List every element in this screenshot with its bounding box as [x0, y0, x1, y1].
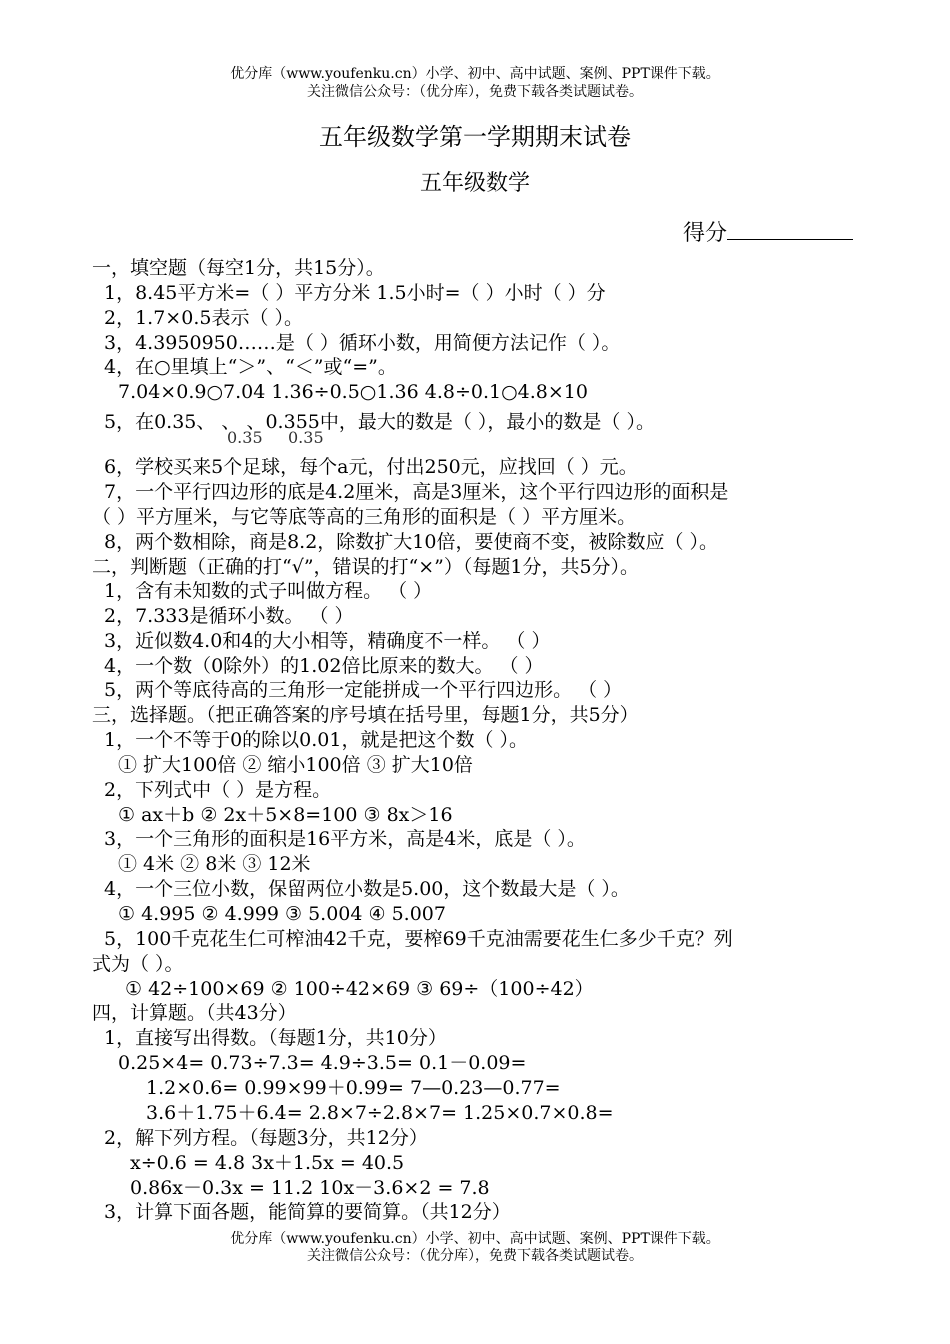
section-2-heading: 二，判断题（正确的打“√”，错误的打“×”）（每题1分，共5分）。	[92, 556, 640, 578]
question-1-5: 5，在0.35、 、 、0.355中，最大的数是（ ），最小的数是（ ）。	[104, 411, 655, 433]
question-1-3: 3，4.3950950……是（ ）循环小数，用简便方法记作（ ）。	[104, 332, 621, 354]
repeating-decimal-1: 0.35	[227, 428, 263, 447]
question-3-5-cont: 式为（ ）。	[92, 953, 184, 975]
repeating-decimal-2: 0.35	[288, 428, 324, 447]
exam-subtitle: 五年级数学	[419, 171, 530, 196]
question-3-1-options: ① 扩大100倍 ② 缩小100倍 ③ 扩大10倍	[118, 754, 473, 776]
header-line-2: 关注微信公众号：（优分库），免费下载各类试题试卷。	[307, 84, 643, 100]
question-1-1: 1，8.45平方米=（ ）平方分米 1.5小时=（ ）小时（ ）分	[104, 282, 606, 304]
header-line-1: 优分库（www.youfenku.cn）小学、初中、高中试题、案例、PPT课件下载。	[230, 66, 720, 82]
footer-line-1: 优分库（www.youfenku.cn）小学、初中、高中试题、案例、PPT课件下载。	[230, 1231, 720, 1247]
question-4-2: 2，解下列方程。（每题3分，共12分）	[104, 1127, 428, 1149]
equation-row-1: x÷0.6 = 4.8 3x＋1.5x = 40.5	[130, 1152, 405, 1174]
question-2-1: 1，含有未知数的式子叫做方程。 （ ）	[104, 580, 433, 602]
question-2-4: 4，一个数（0除外）的1.02倍比原来的数大。 （ ）	[104, 655, 544, 677]
question-2-2: 2，7.333是循环小数。 （ ）	[104, 605, 354, 627]
section-4-heading: 四，计算题。（共43分）	[92, 1002, 297, 1024]
question-3-2-options: ① ax＋b ② 2x＋5×8=100 ③ 8x＞16	[118, 804, 453, 826]
question-1-4: 4，在○里填上“＞”、“＜”或“=”。	[104, 356, 397, 378]
question-3-5-options: ① 42÷100×69 ② 100÷42×69 ③ 69÷（100÷42）	[125, 978, 594, 1000]
question-3-4-options: ① 4.995 ② 4.999 ③ 5.004 ④ 5.007	[118, 903, 446, 925]
question-4-3: 3，计算下面各题，能简算的要简算。（共12分）	[104, 1201, 511, 1223]
exam-title: 五年级数学第一学期期末试卷	[319, 123, 631, 151]
question-2-5: 5，两个等底待高的三角形一定能拼成一个平行四边形。 （ ）	[104, 679, 623, 701]
calc-row-2: 1.2×0.6= 0.99×99＋0.99= 7—0.23—0.77=	[146, 1077, 561, 1099]
question-3-2: 2，下列式中（ ）是方程。	[104, 779, 332, 801]
calc-row-1: 0.25×4= 0.73÷7.3= 4.9÷3.5= 0.1－0.09=	[118, 1052, 527, 1074]
question-1-7: 7，一个平行四边形的底是4.2厘米，高是3厘米，这个平行四边形的面积是	[104, 481, 729, 503]
calc-row-3: 3.6＋1.75＋6.4= 2.8×7÷2.8×7= 1.25×0.7×0.8=	[146, 1102, 614, 1124]
question-3-3: 3，一个三角形的面积是16平方米，高是4米，底是（ ）。	[104, 828, 586, 850]
question-1-4-items: 7.04×0.9○7.04 1.36÷0.5○1.36 4.8÷0.1○4.8×10	[118, 381, 588, 403]
question-1-7-cont: （ ）平方厘米，与它等底等高的三角形的面积是（ ）平方厘米。	[92, 506, 637, 528]
footer-line-2: 关注微信公众号：（优分库），免费下载各类试题试卷。	[307, 1248, 643, 1264]
question-1-8: 8，两个数相除，商是8.2，除数扩大10倍，要使商不变，被除数应（ ）。	[104, 531, 719, 553]
question-1-2: 2，1.7×0.5表示（ ）。	[104, 307, 303, 329]
question-3-3-options: ① 4米 ② 8米 ③ 12米	[118, 853, 311, 875]
question-1-6: 6，学校买来5个足球，每个a元，付出250元，应找回（ ）元。	[104, 456, 638, 478]
question-2-3: 3，近似数4.0和4的大小相等，精确度不一样。 （ ）	[104, 630, 551, 652]
score-label: 得分	[683, 221, 728, 246]
score-blank-line	[727, 219, 853, 240]
question-4-1: 1，直接写出得数。（每题1分，共10分）	[104, 1027, 447, 1049]
question-3-4: 4，一个三位小数，保留两位小数是5.00，这个数最大是（ ）。	[104, 878, 630, 900]
question-3-1: 1，一个不等于0的除以0.01，就是把这个数（ ）。	[104, 729, 529, 751]
section-3-heading: 三，选择题。（把正确答案的序号填在括号里，每题1分，共5分）	[92, 704, 639, 726]
score-field	[683, 216, 853, 247]
section-1-heading: 一，填空题（每空1分，共15分）。	[92, 257, 385, 279]
question-3-5: 5，100千克花生仁可榨油42千克，要榨69千克油需要花生仁多少千克？列	[104, 928, 733, 950]
equation-row-2: 0.86x－0.3x = 11.2 10x－3.6×2 = 7.8	[130, 1177, 490, 1199]
